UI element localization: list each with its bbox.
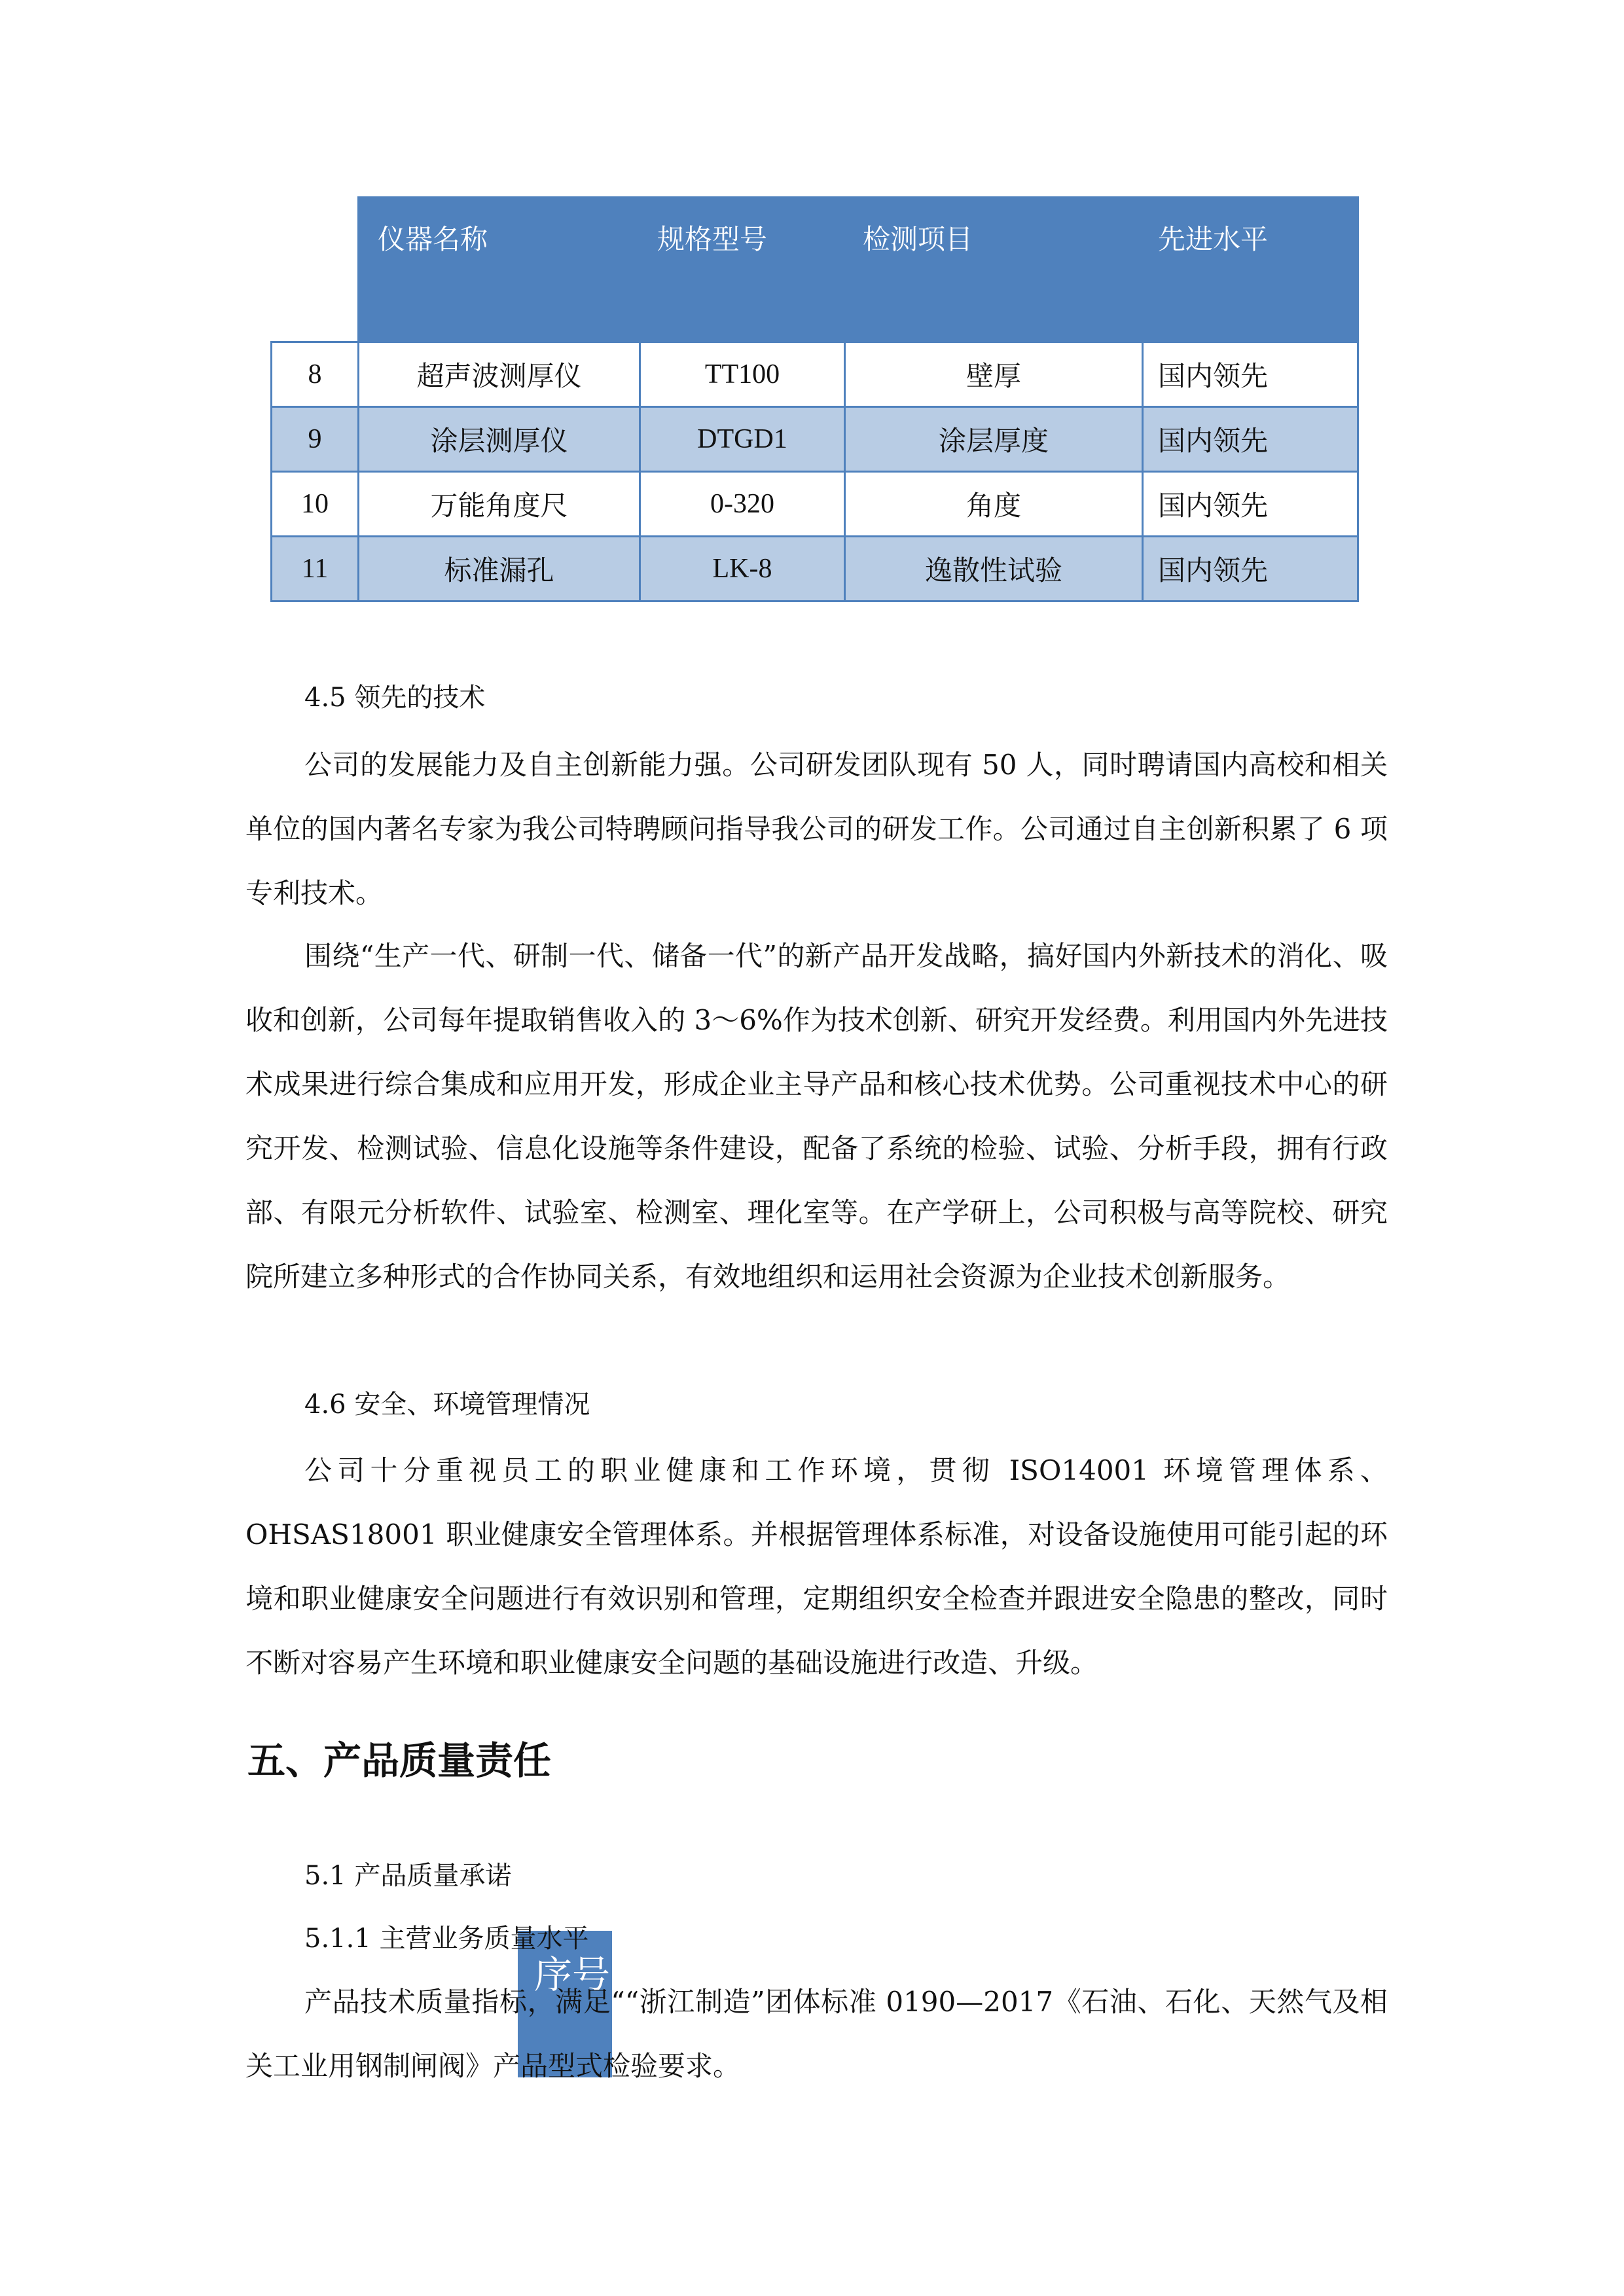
cell-level: 国内领先 <box>1143 472 1358 537</box>
section-heading-5-1: 5.1 产品质量承诺 <box>304 1861 512 1891</box>
cell-serial: 9 <box>272 407 359 472</box>
cell-test-item: 涂层厚度 <box>845 407 1143 472</box>
paragraph-safety-environment: 公司十分重视员工的职业健康和工作环境，贯彻 ISO14001 环境管理体系、OHSAS18001 职业健康安全管理体系。并根据管理体系标准，对设备设施使用可能引起的环境和职业健康安全问题进行有效识别和管理，定期组织安全检查并跟进安全隐患的整改，同时不断对容易产生环境和职业健康安全问题的基础设施进行改造、升级。 <box>245 1454 1388 1679</box>
cell-level: 国内领先 <box>1143 537 1358 601</box>
cell-instrument-name: 万能角度尺 <box>359 472 640 537</box>
cell-test-item: 壁厚 <box>845 342 1143 407</box>
table-row <box>272 537 1358 601</box>
cell-model: TT100 <box>640 342 845 407</box>
section-heading-4-5: 4.5 领先的技术 <box>304 683 486 713</box>
header-model: 规格型号 <box>640 198 845 342</box>
header-serial: 序号 <box>518 1931 612 2077</box>
paragraph-innovation: 公司的发展能力及自主创新能力强。公司研发团队现有 50 人，同时聘请国内高校和相关单位的国内著名专家为我公司特聘顾问指导我公司的研发工作。公司通过自主创新积累了 6 项专利技术。 <box>245 749 1388 909</box>
cell-serial: 11 <box>272 537 359 601</box>
chapter-title-5: 五、产品质量责任 <box>247 1738 552 1783</box>
paragraph-tech-strategy: 围绕“生产一代、研制一代、储备一代”的新产品开发战略，搞好国内外新技术的消化、吸收和创新，公司每年提取销售收入的 3～6%作为技术创新、研究开发经费。利用国内外先进技术成果进行综合集成和应用开发，形成企业主导产品和核心技术优势。公司重视技术中心的研究开发、检测试验、信息化设施等条件建设，配备了系统的检验、试验、分析手段，拥有行政部、有限元分析软件、试验室、检测室、理化室等。在产学研上，公司积极与高等院校、研究院所建立多种形式的合作协同关系，有效地组织和运用社会资源为企业技术创新服务。 <box>245 940 1388 1293</box>
section-heading-4-6: 4.6 安全、环境管理情况 <box>304 1390 590 1420</box>
section-heading-5-1-1: 5.1.1 主营业务质量水平 <box>304 1924 589 1954</box>
cell-model: LK-8 <box>640 537 845 601</box>
cell-level: 国内领先 <box>1143 342 1358 407</box>
cell-model: DTGD1 <box>640 407 845 472</box>
table-row <box>272 472 1358 537</box>
header-level: 先进水平 <box>1143 198 1358 342</box>
cell-serial: 10 <box>272 472 359 537</box>
cell-instrument-name: 超声波测厚仪 <box>359 342 640 407</box>
table-row <box>272 407 1358 472</box>
cell-instrument-name: 涂层测厚仪 <box>359 407 640 472</box>
paragraph-quality-level: 产品技术质量指标，满足““浙江制造”团体标准 0190—2017《石油、石化、天然气及相关工业用钢制闸阀》产品型式检验要求。 <box>245 1986 1388 2082</box>
cell-test-item: 逸散性试验 <box>845 537 1143 601</box>
cell-test-item: 角度 <box>845 472 1143 537</box>
cell-instrument-name: 标准漏孔 <box>359 537 640 601</box>
cell-model: 0-320 <box>640 472 845 537</box>
header-test-item: 检测项目 <box>845 198 1143 342</box>
header-instrument-name: 仪器名称 <box>359 198 640 342</box>
cell-level: 国内领先 <box>1143 407 1358 472</box>
table-row <box>272 342 1358 407</box>
table-header-row <box>272 198 1358 342</box>
cell-serial: 8 <box>272 342 359 407</box>
